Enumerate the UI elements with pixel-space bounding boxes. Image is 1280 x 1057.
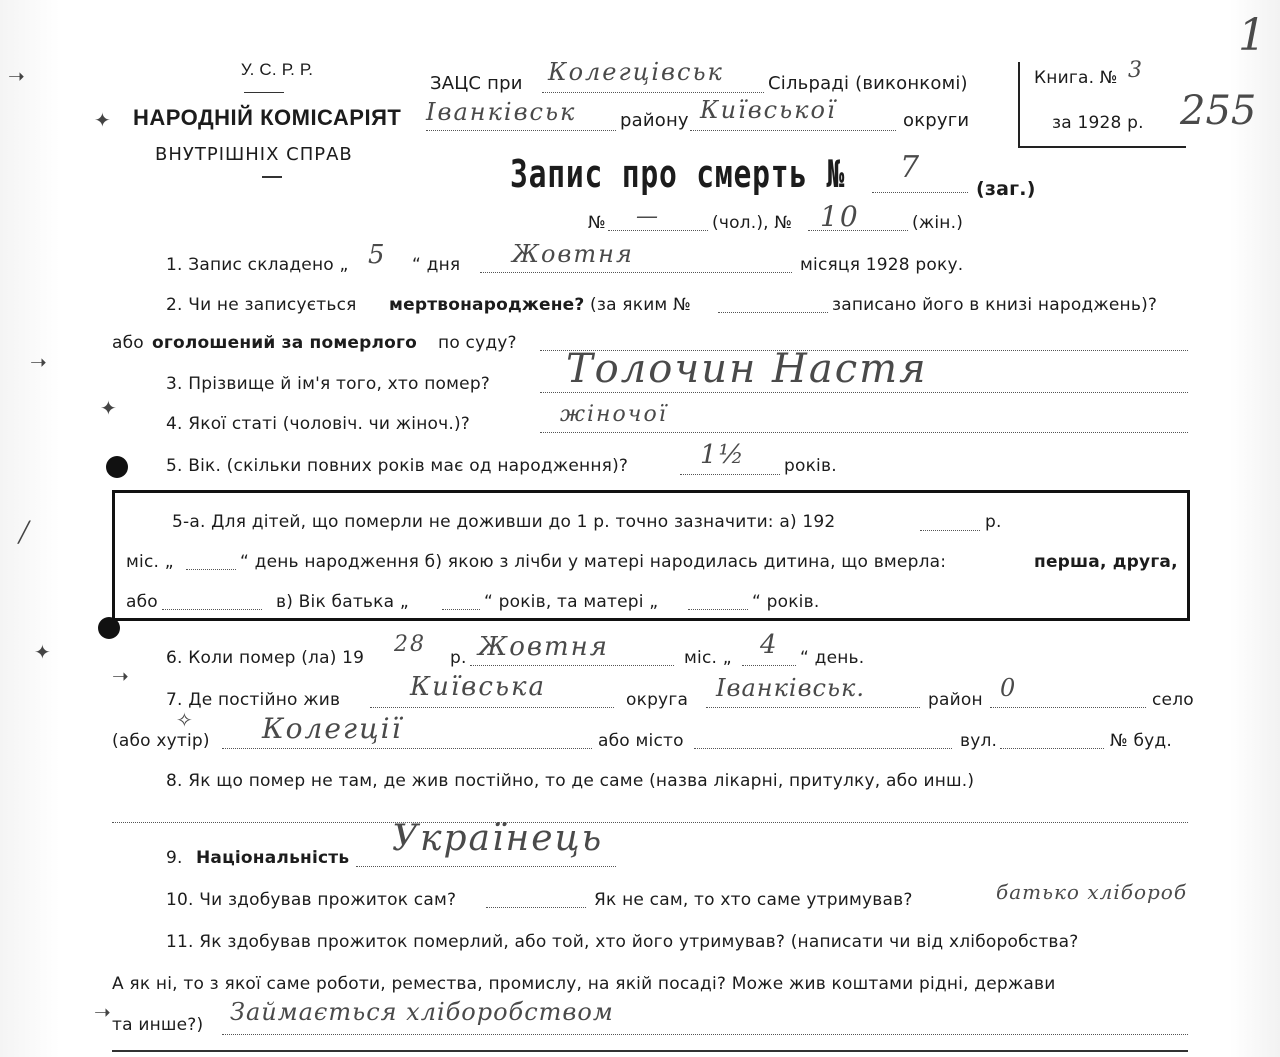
f7-okruha-dots — [370, 707, 614, 708]
okruha-handwritten: Київської — [700, 96, 837, 124]
f11-line1: 11. Як здобував прожиток померлий, або той, хто його утримував? (написати чи від хліборобства? — [166, 932, 1079, 952]
book-label: Книга. № — [1034, 68, 1118, 88]
f7-label: 7. Де постійно жив — [166, 690, 341, 710]
f9-dots — [356, 866, 616, 867]
f6-year: 28 — [394, 632, 426, 657]
f2-label-b: (за яким № — [590, 295, 691, 315]
scan-mark-icon: ✦ — [94, 108, 111, 132]
zags-handwritten: Колегцівськ — [548, 58, 724, 86]
f7b-street: вул. — [960, 731, 998, 751]
council-label: Сільраді (виконкомі) — [768, 73, 968, 94]
book-year: за 1928 р. — [1052, 113, 1144, 133]
corner-number-2: 255 — [1180, 88, 1257, 134]
male-number: — — [636, 204, 660, 229]
female-dots — [808, 230, 908, 231]
female-suffix: (жін.) — [912, 213, 964, 233]
f3-label: 3. Прізвище й ім'я того, хто помер? — [166, 374, 491, 394]
f5a-line1: 5-а. Для дітей, що померли не доживши до 1 р. точно зазначити: а) 192 — [172, 512, 836, 532]
f7-okruha-label: округа — [626, 690, 689, 710]
f7b-village: Колегції — [262, 712, 403, 745]
record-number-dots — [872, 192, 968, 193]
scan-mark-icon: ➝ — [94, 1000, 111, 1024]
district-label: району — [620, 110, 689, 131]
f7-okruha: Київська — [410, 672, 547, 702]
f9-label-a: 9. — [166, 848, 183, 868]
f6-day: 4 — [760, 630, 779, 660]
f3-dots — [540, 392, 1188, 393]
f7-rayon: Іванківськ. — [716, 674, 866, 702]
f6-month-dots — [470, 665, 674, 666]
f11-line2: А як ні, то з якої саме роботи, ремества, промислу, на якій посаді? Може жив коштами рідні, держави — [112, 974, 1056, 994]
f2-line2-b: по суду? — [438, 333, 517, 353]
f10-dots — [486, 907, 586, 908]
f11-dots — [222, 1034, 1188, 1035]
f1-mid: “ дня — [412, 255, 461, 275]
male-prefix: № — [588, 213, 606, 233]
f7b-city-dots — [694, 748, 952, 749]
book-number: 3 — [1128, 58, 1144, 83]
f4-label: 4. Якої статі (чоловіч. чи жіноч.)? — [166, 414, 471, 434]
f7-rayon-label: район — [928, 690, 983, 710]
f5-value: 1½ — [700, 440, 746, 470]
header-dash — [262, 176, 282, 178]
male-dots — [608, 230, 708, 231]
zags-dots — [542, 92, 764, 93]
f6-suffix: “ день. — [800, 648, 865, 668]
f4-value: жіночої — [560, 402, 668, 427]
scan-mark-icon: ✦ — [34, 640, 51, 664]
scan-mark-icon: ➝ — [30, 350, 47, 374]
f1-dots — [480, 272, 792, 273]
f5a-line2-bold: перша, друга, — [1034, 552, 1178, 572]
f7b-label: (або хутір) — [112, 731, 210, 751]
okruha-dots — [690, 130, 896, 131]
f7-rayon-dots — [706, 707, 920, 708]
f10-mid: Як не сам, то хто саме утримував? — [594, 890, 913, 910]
f9-value: Українець — [392, 818, 604, 859]
f5-suffix: років. — [784, 456, 837, 476]
f2-label-a: 2. Чи не записується — [166, 295, 357, 315]
f5a-line1-end: р. — [985, 512, 1002, 532]
f5a-day-dots — [186, 569, 236, 570]
f2-line2-a: або — [112, 333, 144, 353]
record-number: 7 — [900, 150, 922, 185]
f7b-village-dots — [222, 748, 592, 749]
record-title: Запис про смерть № — [510, 152, 846, 196]
f2-dots — [718, 312, 828, 313]
bottom-rule — [112, 1050, 1188, 1052]
male-suffix: (чол.), № — [712, 213, 793, 233]
f2-line2-bold: оголошений за померлого — [152, 333, 418, 353]
f5a-line3-d: “ років. — [752, 592, 820, 612]
f5a-line3-c: “ років, та матері „ — [484, 592, 659, 612]
commissariat-title: НАРОДНІЙ КОМІСАРІЯТ — [133, 105, 402, 130]
f5a-line3-a: або — [126, 592, 158, 612]
f1-month: Жовтня — [512, 240, 634, 268]
scan-mark-icon: ➝ — [112, 664, 129, 688]
f6-mis: міс. „ — [684, 648, 732, 668]
f5-dots — [680, 474, 780, 475]
f7b-street-dots — [1000, 748, 1104, 749]
f5-label: 5. Вік. (скільки повних років має од народження)? — [166, 456, 629, 476]
corner-number: 1 — [1238, 10, 1268, 61]
f1-suffix: місяця 1928 року. — [800, 255, 964, 275]
f5a-line3-b: в) Вік батька „ — [276, 592, 409, 612]
binding-hole — [106, 456, 128, 478]
department-title: ВНУТРІШНІХ СПРАВ — [155, 144, 353, 165]
f7-selo-dots — [990, 707, 1146, 708]
district-handwritten: Іванківськ — [426, 98, 577, 126]
f5a-line2-a: міс. „ — [126, 552, 174, 572]
f9-label-b: Національність — [196, 848, 350, 868]
district-dots — [426, 130, 616, 131]
f5a-order-dots — [162, 609, 262, 610]
zags-prefix: ЗАЦС при — [430, 73, 523, 94]
scan-mark-icon: ✦ — [100, 396, 117, 420]
f4-dots — [540, 432, 1188, 433]
scan-mark-icon: ╱ — [18, 520, 31, 544]
f11-line3-a: та инше?) — [112, 1015, 204, 1035]
f6-label: 6. Коли помер (ла) 19 — [166, 648, 365, 668]
f1-label: 1. Запис складено „ — [166, 255, 349, 275]
f1-day: 5 — [368, 240, 387, 270]
binding-hole — [98, 617, 120, 639]
f7-zero: 0 — [1000, 674, 1018, 702]
f10-value: батько хлібороб — [996, 880, 1188, 904]
scan-mark-icon: ✧ — [176, 708, 193, 732]
f7b-city: або місто — [598, 731, 684, 751]
f5a-year-dots — [920, 530, 980, 531]
f5a-line2-b: “ день народження б) якою з лічби у матері народилась дитина, що вмерла: — [240, 552, 947, 572]
f6-month: Жовтня — [478, 632, 609, 662]
republic-label: У. С. Р. Р. — [240, 60, 314, 79]
f6-r: р. — [450, 648, 467, 668]
scan-mark-icon: ➝ — [8, 64, 25, 88]
f5a-mother-dots — [688, 609, 748, 610]
header-divider — [244, 92, 284, 93]
f7-selo: село — [1152, 690, 1194, 710]
record-suffix: (заг.) — [976, 178, 1036, 200]
f3-value: Толочин Настя — [566, 346, 928, 392]
female-number: 10 — [820, 200, 860, 233]
f8-label: 8. Як що помер не там, де жив постійно, то де саме (назва лікарні, притулку, або инш.) — [166, 771, 975, 791]
f5a-father-dots — [442, 609, 480, 610]
f10-label: 10. Чи здобував прожиток сам? — [166, 890, 457, 910]
f11-value: Займається хліборобством — [230, 998, 614, 1026]
f7b-house: № буд. — [1110, 731, 1172, 751]
okruha-label: округи — [903, 110, 970, 131]
f6-day-dots — [742, 665, 796, 666]
f2-label-bold: мертвонароджене? — [389, 295, 585, 315]
f8-dots — [112, 822, 1188, 823]
f2-label-c: записано його в книзі народжень)? — [832, 295, 1158, 315]
